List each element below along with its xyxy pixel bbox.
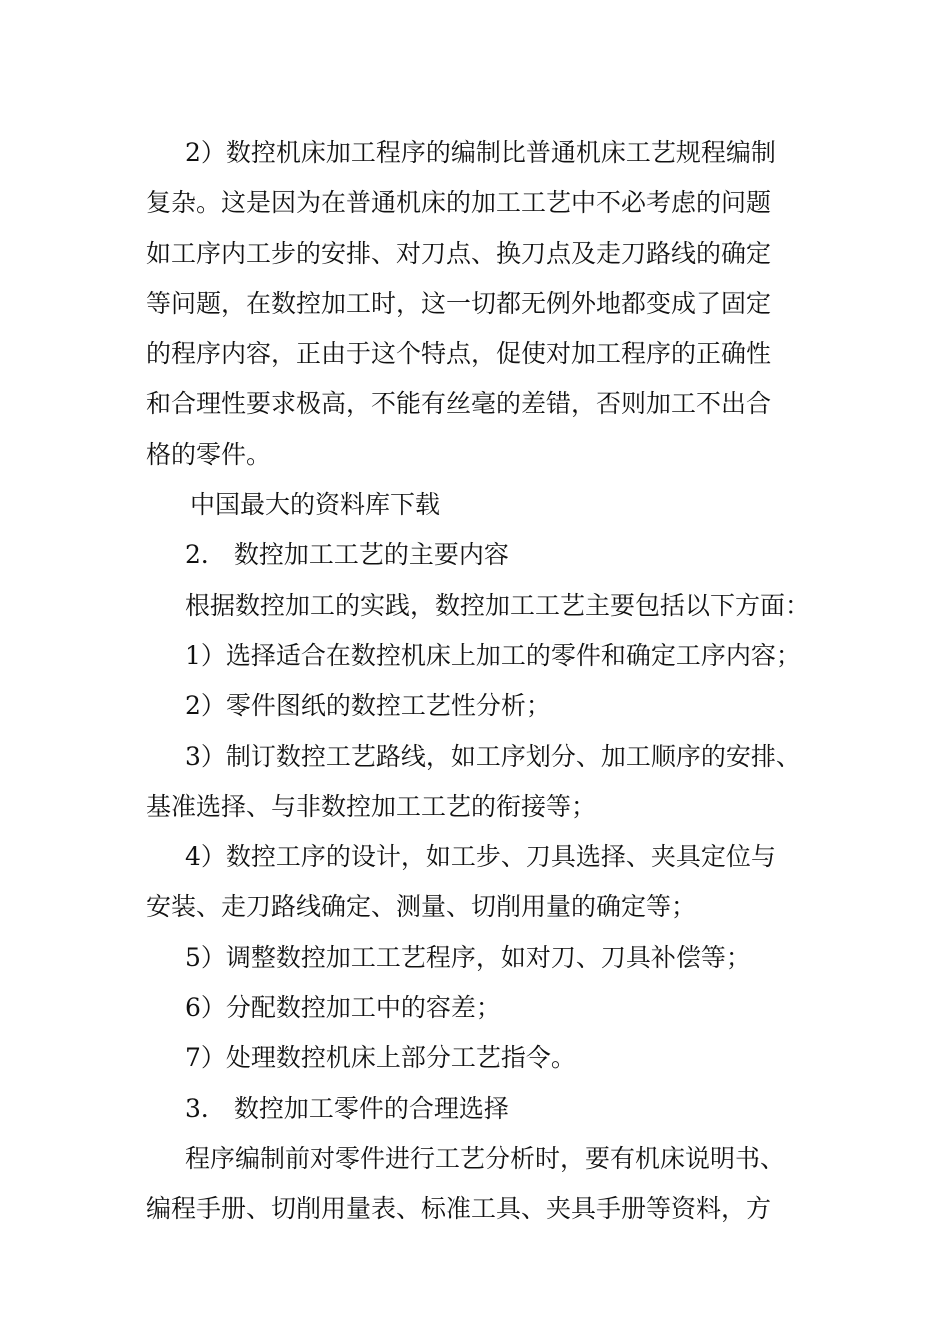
paragraph-line: 编程手册、切削用量表、标准工具、夹具手册等资料，方 xyxy=(146,1194,772,1224)
list-item: 1）选择适合在数控机床上加工的零件和确定工序内容； xyxy=(185,640,801,670)
list-item: 7）处理数控机床上部分工艺指令。 xyxy=(185,1043,576,1073)
paragraph-line: 复杂。这是因为在普通机床的加工工艺中不必考虑的问题 xyxy=(146,188,772,218)
paragraph-line: 和合理性要求极高，不能有丝毫的差错，否则加工不出合 xyxy=(146,389,772,419)
paragraph-line: 2）数控机床加工程序的编制比普通机床工艺规程编制 xyxy=(185,138,776,167)
paragraph-line: 格的零件。 xyxy=(146,439,272,469)
download-note: 中国最大的资料库下载 xyxy=(190,490,441,520)
paragraph-line: 根据数控加工的实践，数控加工工艺主要包括以下方面： xyxy=(185,590,811,620)
list-item-continuation: 安装、走刀路线确定、测量、切削用量的确定等； xyxy=(146,892,697,922)
list-item: 6）分配数控加工中的容差； xyxy=(185,993,501,1023)
list-item-continuation: 基准选择、与非数控加工工艺的衔接等； xyxy=(146,791,597,821)
section-heading: 2． 数控加工工艺的主要内容 xyxy=(185,540,509,570)
list-item: 4）数控工序的设计，如工步、刀具选择、夹具定位与 xyxy=(185,842,776,872)
list-item: 2）零件图纸的数控工艺性分析； xyxy=(185,691,551,721)
body-text xyxy=(146,128,826,1235)
paragraph-line: 的程序内容，正由于这个特点，促使对加工程序的正确性 xyxy=(146,339,772,369)
list-item: 3）制订数控工艺路线，如工序划分、加工顺序的安排、 xyxy=(185,741,801,771)
section-heading: 3． 数控加工零件的合理选择 xyxy=(185,1093,509,1123)
paragraph-line: 程序编制前对零件进行工艺分析时，要有机床说明书、 xyxy=(185,1143,786,1173)
list-item: 5）调整数控加工工艺程序，如对刀、刀具补偿等； xyxy=(185,942,751,972)
paragraph-line: 如工序内工步的安排、对刀点、换刀点及走刀路线的确定 xyxy=(146,238,772,268)
paragraph-line: 等问题，在数控加工时，这一切都无例外地都变成了固定 xyxy=(146,288,772,318)
